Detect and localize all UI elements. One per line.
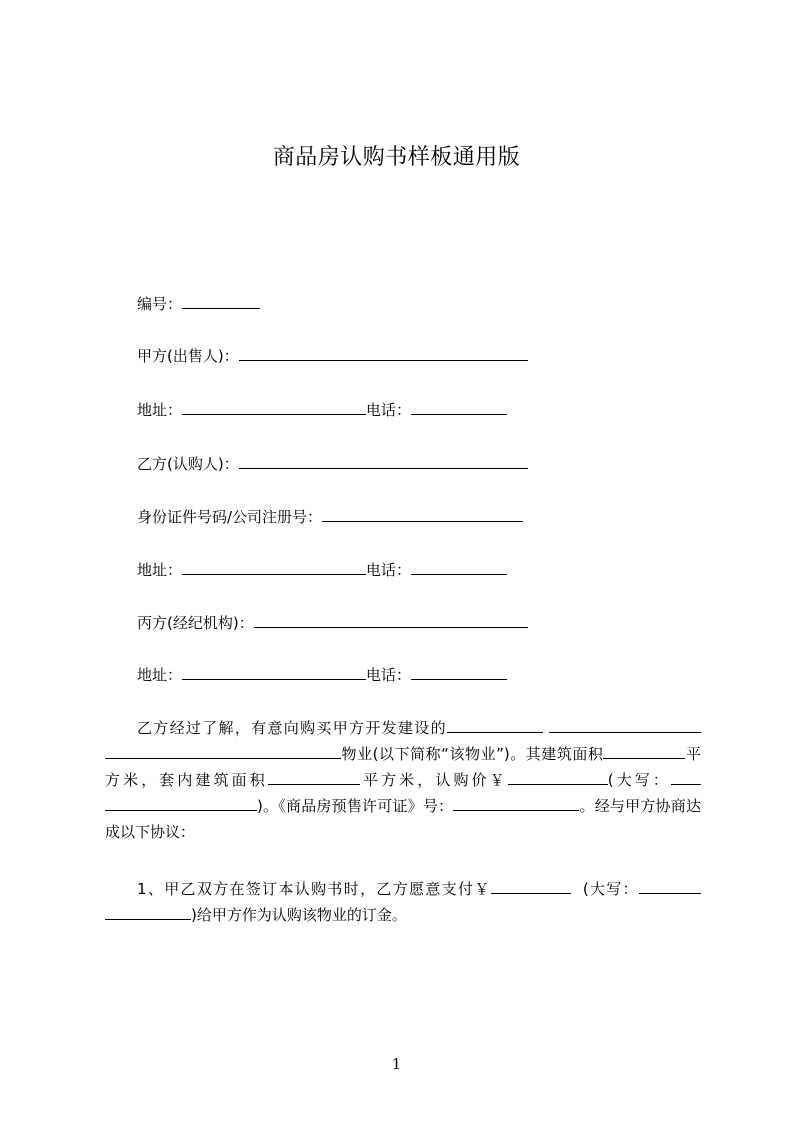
party-b-field xyxy=(137,452,528,474)
building-area-blank[interactable] xyxy=(603,742,665,759)
inner-area-blank[interactable] xyxy=(268,768,360,785)
party-b-address-label: 地址： xyxy=(137,561,183,579)
party-c-blank[interactable] xyxy=(254,611,528,628)
party-b-contact-field xyxy=(137,558,507,580)
party-b-address-blank[interactable] xyxy=(182,558,366,575)
intro-text-1: 乙方经过了解，有意向购买甲方开发建设的 xyxy=(137,719,447,737)
party-c-field xyxy=(137,611,528,633)
page-number: 1 xyxy=(391,1055,402,1073)
project-name-blank[interactable] xyxy=(447,716,543,733)
party-b-blank[interactable] xyxy=(239,452,528,469)
clause-1-text-2: (大写： xyxy=(582,880,639,898)
property-name-blank[interactable] xyxy=(105,742,341,759)
party-a-contact-field xyxy=(137,398,507,420)
party-a-field xyxy=(137,344,528,366)
id-number-label: 身份证件号码/公司注册号： xyxy=(137,508,323,526)
party-c-address-label: 地址： xyxy=(137,666,183,684)
number-blank[interactable] xyxy=(182,292,260,309)
party-a-address-label: 地址： xyxy=(137,401,183,419)
party-b-label: 乙方(认购人)： xyxy=(137,455,239,473)
building-area-blank-2[interactable] xyxy=(665,742,685,759)
intro-text-2: 物业(以下简称“该物业”)。其建筑面积 xyxy=(341,745,604,763)
intro-text-5: (大写： xyxy=(607,771,671,789)
presale-permit-blank[interactable] xyxy=(453,794,579,811)
party-b-phone-label: 电话： xyxy=(366,561,412,579)
deposit-capital-blank[interactable] xyxy=(639,877,701,894)
document-title: 商品房认购书样板通用版 xyxy=(272,145,521,170)
party-a-label: 甲方(出售人)： xyxy=(137,347,239,365)
party-a-blank[interactable] xyxy=(239,344,528,361)
id-number-field xyxy=(137,505,523,527)
party-c-phone-label: 电话： xyxy=(366,666,412,684)
party-c-contact-field xyxy=(137,663,507,685)
intro-text-3: 平方米，套内建筑面积 xyxy=(105,745,701,789)
intro-text-6: )。《商品房预售许可证》号： xyxy=(257,797,454,815)
party-a-phone-blank[interactable] xyxy=(411,398,507,415)
price-capital-blank-2[interactable] xyxy=(105,794,257,811)
party-c-phone-blank[interactable] xyxy=(411,663,507,680)
number-label: 编号： xyxy=(137,295,183,313)
intro-paragraph xyxy=(105,715,701,845)
party-c-address-blank[interactable] xyxy=(182,663,366,680)
party-b-phone-blank[interactable] xyxy=(411,558,507,575)
deposit-amount-blank[interactable] xyxy=(491,877,571,894)
id-number-blank[interactable] xyxy=(322,505,523,522)
clause-1-text-1: 1、甲乙双方在签订本认购书时，乙方愿意支付￥ xyxy=(137,880,491,898)
clause-1-paragraph xyxy=(105,876,701,928)
number-field xyxy=(137,292,260,314)
party-a-phone-label: 电话： xyxy=(366,401,412,419)
price-blank[interactable] xyxy=(508,768,608,785)
intro-text-7: 。经与甲方协商达成以下协议： xyxy=(105,797,701,841)
deposit-capital-blank-2[interactable] xyxy=(105,903,191,920)
clause-1-text-3: )给甲方作为认购该物业的订金。 xyxy=(191,906,407,924)
project-name-blank-2[interactable] xyxy=(549,716,701,733)
intro-text-4: 平方米，认购价￥ xyxy=(359,771,508,789)
party-c-label: 丙方(经纪机构)： xyxy=(137,614,254,632)
price-capital-blank[interactable] xyxy=(671,768,701,785)
party-a-address-blank[interactable] xyxy=(182,398,366,415)
